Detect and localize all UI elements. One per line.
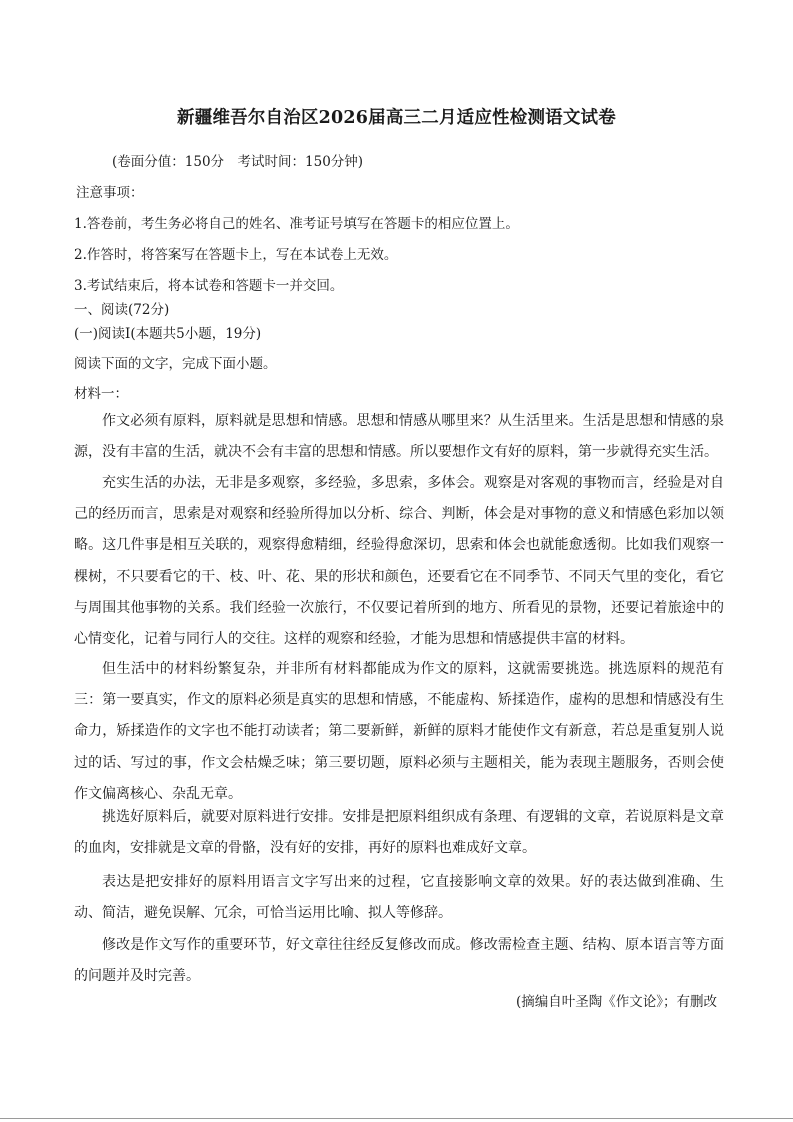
paragraph: 充实生活的办法，无非是多观察，多经验，多思索，多体会。观察是对客观的事物而言，经验是对自己的经历而言，思索是对观察和经验所得加以分析、综合、判断，体会是对事物的意义和情感色彩加以领略。这几件事是相互关联的，观察得愈精细，经验得愈深切，思索和体会也就能愈透彻。比如我们观察一棵树，不只要看它的干、枝、叶、花、果的形状和颜色，还要看它在不同季节、不同天气里的变化，看它与周围其他事物的关系。我们经验一次旅行，不仅要记着所到的地方、所看见的景物，还要记着旅途中的心情变化，记着与同行人的交往。这样的观察和经验，才能为思想和情感提供丰富的材料。: [74, 475, 724, 648]
source-citation: (摘编自叶圣陶《作文论》；有删改: [515, 994, 717, 1010]
material-label: 材料一：: [74, 386, 128, 402]
notice-item: 2.作答时，将答案写在答题卡上，写在本试卷上无效。: [74, 247, 398, 263]
page-bottom-rule: [0, 1118, 793, 1119]
exam-title: 新疆维吾尔自治区2026届高三二月适应性检测语文试卷: [177, 108, 616, 128]
paragraph: 修改是作文写作的重要环节，好文章往往经反复修改而成。修改需检查主题、结构、原本语言等方面的问题并及时完善。: [74, 937, 724, 985]
paragraph: 表达是把安排好的原料用语言文字写出来的过程，它直接影响文章的效果。好的表达做到准确、生动、简洁，避免误解、冗余，可恰当运用比喻、拟人等修辞。: [74, 874, 724, 922]
notice-heading: 注意事项：: [76, 185, 144, 201]
section-heading: 一、阅读(72分): [74, 302, 170, 318]
paragraph: 但生活中的材料纷繁复杂，并非所有材料都能成为作文的原料，这就需要挑选。挑选原料的规范有三：第一要真实，作文的原料必须是真实的思想和情感，不能虚构、矫揉造作，虚构的思想和情感没有生命力，矫揉造作的文字也不能打动读者；第二要新鲜，新鲜的原料才能使作文有新意，若总是重复别人说过的话、写过的事，作文会枯燥乏味；第三要切题，原料必须与主题相关，能为表现主题服务，否则会使作文偏离核心、杂乱无章。: [74, 661, 724, 802]
paragraph: 挑选好原料后，就要对原料进行安排。安排是把原料组织成有条理、有逻辑的文章，若说原料是文章的血肉，安排就是文章的骨骼，没有好的安排，再好的原料也难成好文章。: [74, 809, 724, 857]
subsection-heading: (一)阅读Ⅰ(本题共5小题，19分): [74, 326, 262, 342]
notice-item: 3.考试结束后，将本试卷和答题卡一并交回。: [74, 278, 344, 294]
notice-item: 1.答卷前，考生务必将自己的姓名、准考证号填写在答题卡的相应位置上。: [74, 216, 519, 232]
reading-instruction: 阅读下面的文字，完成下面小题。: [74, 356, 277, 372]
paragraph: 作文必须有原料，原料就是思想和情感。思想和情感从哪里来？从生活里来。生活是思想和情感的泉源，没有丰富的生活，就决不会有丰富的思想和情感。所以要想作文有好的原料，第一步就得充实生活。: [74, 413, 724, 461]
exam-info: (卷面分值：150分 考试时间：150分钟): [112, 154, 364, 170]
